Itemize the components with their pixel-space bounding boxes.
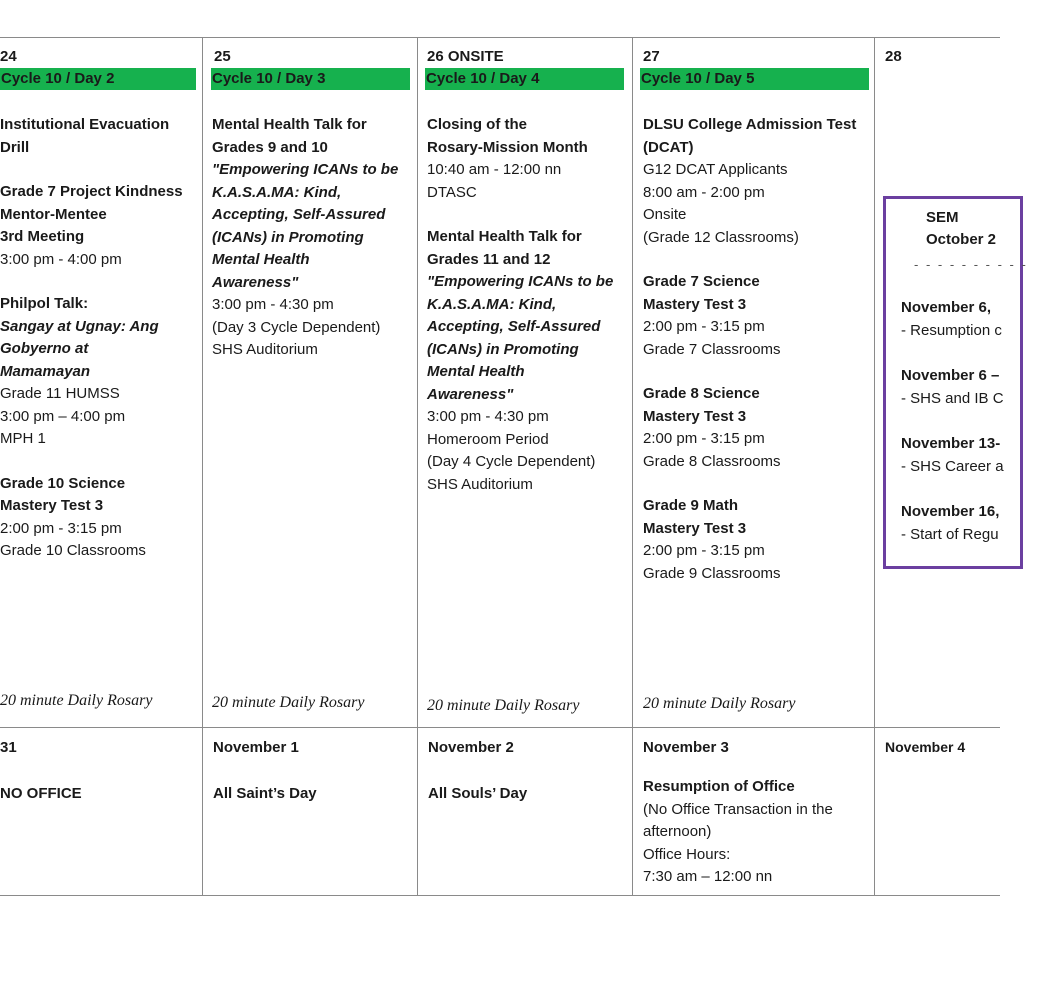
event-line: Mental Health xyxy=(212,251,310,268)
event-block xyxy=(0,293,200,451)
day-events xyxy=(643,114,871,585)
event-line: Mental Health Talk for xyxy=(212,116,367,133)
event-line: Resumption of Office xyxy=(643,778,795,795)
event-block xyxy=(0,114,200,159)
event-line: 2:00 pm - 3:15 pm xyxy=(643,542,765,559)
event-block xyxy=(212,114,414,362)
event-line: Accepting, Self-Assured xyxy=(212,206,386,223)
rosary-note: 20 minute Daily Rosary xyxy=(0,692,153,709)
day-events xyxy=(0,783,200,806)
grid-col-line xyxy=(417,37,418,896)
day-events xyxy=(212,114,414,362)
event-spacer xyxy=(427,204,629,226)
event-line: All Souls’ Day xyxy=(428,785,528,802)
event-line: Grade 7 Classrooms xyxy=(643,340,781,358)
event-line: (DCAT) xyxy=(643,138,694,156)
sembreak-notice-box xyxy=(883,196,1028,569)
event-line: (Day 4 Cycle Dependent) xyxy=(427,453,596,470)
day-number: 27 xyxy=(643,48,660,65)
event-line: 3:00 pm – 4:00 pm xyxy=(0,407,126,425)
event-line: Mastery Test 3 xyxy=(0,497,104,514)
event-line: Philpol Talk: xyxy=(0,295,89,312)
day-number: November 2 xyxy=(428,739,514,756)
event-block xyxy=(643,495,871,585)
event-line: Mastery Test 3 xyxy=(643,295,747,313)
event-line: Awareness" xyxy=(427,385,514,403)
event-line: K.A.S.A.MA: Kind, xyxy=(427,295,557,313)
event-line: G12 DCAT Applicants xyxy=(643,161,788,178)
event-block xyxy=(0,181,200,271)
event-line: Gobyerno at xyxy=(0,340,89,357)
event-line: MPH 1 xyxy=(0,430,46,447)
event-line: Grade 7 Science xyxy=(643,273,760,290)
event-block xyxy=(427,114,629,204)
event-line: Mastery Test 3 xyxy=(643,407,747,425)
event-line: 3rd Meeting xyxy=(0,228,85,245)
event-line: (ICANs) in Promoting xyxy=(427,340,579,358)
day-number: 24 xyxy=(0,48,17,65)
day-events xyxy=(427,114,629,496)
notice-subtitle: October 2 xyxy=(926,231,997,248)
event-line: (ICANs) in Promoting xyxy=(212,228,364,246)
event-line: Grade 8 Science xyxy=(643,385,760,402)
event-line: DTASC xyxy=(427,183,477,201)
cycle-label: Cycle 10 / Day 4 xyxy=(425,68,624,90)
event-line: 3:00 pm - 4:30 pm xyxy=(427,408,549,425)
event-line: 2:00 pm - 3:15 pm xyxy=(643,318,765,335)
event-line: Institutional Evacuation xyxy=(0,116,170,133)
day-number: 25 xyxy=(214,48,231,65)
event-line: Mental Health Talk for xyxy=(427,228,582,245)
day-number: 28 xyxy=(885,48,902,65)
event-block xyxy=(643,114,871,249)
event-block xyxy=(643,271,871,361)
day-number: 31 xyxy=(0,739,17,756)
event-line: Office Hours: xyxy=(643,845,731,863)
event-line: Sangay at Ugnay: Ang xyxy=(0,317,159,335)
notice-date: November 6 – xyxy=(901,367,1000,384)
event-line: Grade 9 Math xyxy=(643,497,739,514)
event-line: Accepting, Self-Assured xyxy=(427,318,601,335)
event-line: 2:00 pm - 3:15 pm xyxy=(643,430,765,447)
event-line: "Empowering ICANs to be xyxy=(427,273,614,290)
event-line: afternoon) xyxy=(643,823,712,840)
event-line: Grade 10 Science xyxy=(0,474,126,492)
day-number: November 4 xyxy=(885,739,966,755)
event-line: 7:30 am – 12:00 nn xyxy=(643,868,773,885)
notice-desc: - SHS Career a xyxy=(901,458,1004,475)
day-events xyxy=(643,776,871,889)
event-line: (Grade 12 Classrooms) xyxy=(643,228,799,246)
event-line: Mental Health xyxy=(427,363,525,380)
event-line: K.A.S.A.MA: Kind, xyxy=(212,183,342,201)
event-line: Grade 11 HUMSS xyxy=(0,385,120,402)
event-line: SHS Auditorium xyxy=(212,341,318,358)
day-events xyxy=(0,114,200,563)
cycle-label: Cycle 10 / Day 2 xyxy=(0,68,196,90)
event-line: Mamamayan xyxy=(0,362,91,380)
event-line: 2:00 pm - 3:15 pm xyxy=(0,519,122,537)
event-line: Grades 11 and 12 xyxy=(427,250,551,268)
notice-date: November 16, xyxy=(901,503,1000,520)
event-line: 3:00 pm - 4:30 pm xyxy=(212,296,334,313)
event-block xyxy=(643,383,871,473)
event-line: All Saint’s Day xyxy=(213,785,317,802)
event-line: Mentor-Mentee xyxy=(0,205,107,223)
grid-middle-line xyxy=(0,727,1000,728)
event-line: Mastery Test 3 xyxy=(643,519,747,537)
rosary-note: 20 minute Daily Rosary xyxy=(427,697,580,714)
event-spacer xyxy=(643,361,871,383)
event-line: 3:00 pm - 4:00 pm xyxy=(0,250,122,268)
day-number: November 3 xyxy=(643,739,729,756)
day-events xyxy=(213,783,413,806)
event-block xyxy=(427,226,629,496)
event-line: Homeroom Period xyxy=(427,430,549,448)
event-line: (Day 3 Cycle Dependent) xyxy=(212,318,381,336)
grid-col-line xyxy=(874,37,875,896)
event-line: SHS Auditorium xyxy=(427,475,533,493)
event-spacer xyxy=(643,473,871,495)
notice-date: November 6, xyxy=(901,299,992,316)
event-line: Closing of the xyxy=(427,116,527,133)
day-number: 26 ONSITE xyxy=(427,48,504,65)
notice-divider: - - - - - - - - - - xyxy=(914,257,1028,272)
rosary-note: 20 minute Daily Rosary xyxy=(212,694,365,711)
notice-desc: - Resumption c xyxy=(901,322,1002,339)
day-number: November 1 xyxy=(213,739,299,756)
event-spacer xyxy=(0,451,200,473)
notice-desc: - Start of Regu xyxy=(901,526,999,543)
event-line: (No Office Transaction in the xyxy=(643,800,833,818)
notice-desc: - SHS and IB C xyxy=(901,390,1004,407)
event-line: Grade 7 Project Kindness xyxy=(0,183,183,200)
notice-date: November 13- xyxy=(901,435,1001,452)
event-line: Grades 9 and 10 xyxy=(212,138,328,156)
event-line: Onsite xyxy=(643,206,687,223)
event-line: DLSU College Admission Test xyxy=(643,116,857,133)
event-line: NO OFFICE xyxy=(0,785,82,802)
grid-bottom-line xyxy=(0,895,1000,896)
day-events xyxy=(428,783,628,806)
rosary-note: 20 minute Daily Rosary xyxy=(643,695,796,712)
notice-title: SEM xyxy=(926,209,959,226)
event-line: 8:00 am - 2:00 pm xyxy=(643,183,765,201)
grid-top-line xyxy=(0,37,1000,38)
event-spacer xyxy=(0,271,200,293)
cycle-label: Cycle 10 / Day 5 xyxy=(640,68,869,90)
grid-col-line xyxy=(202,37,203,896)
event-line: Drill xyxy=(0,138,30,156)
event-spacer xyxy=(643,249,871,271)
grid-col-line xyxy=(632,37,633,896)
event-line: Rosary-Mission Month xyxy=(427,138,588,156)
event-line: Grade 10 Classrooms xyxy=(0,542,146,559)
event-line: Grade 8 Classrooms xyxy=(643,452,781,470)
event-block xyxy=(0,473,200,563)
event-line: Grade 9 Classrooms xyxy=(643,564,781,582)
event-spacer xyxy=(0,159,200,181)
event-line: "Empowering ICANs to be xyxy=(212,161,399,178)
event-line: Awareness" xyxy=(212,273,299,291)
cycle-label: Cycle 10 / Day 3 xyxy=(211,68,410,90)
event-line: 10:40 am - 12:00 nn xyxy=(427,161,562,178)
